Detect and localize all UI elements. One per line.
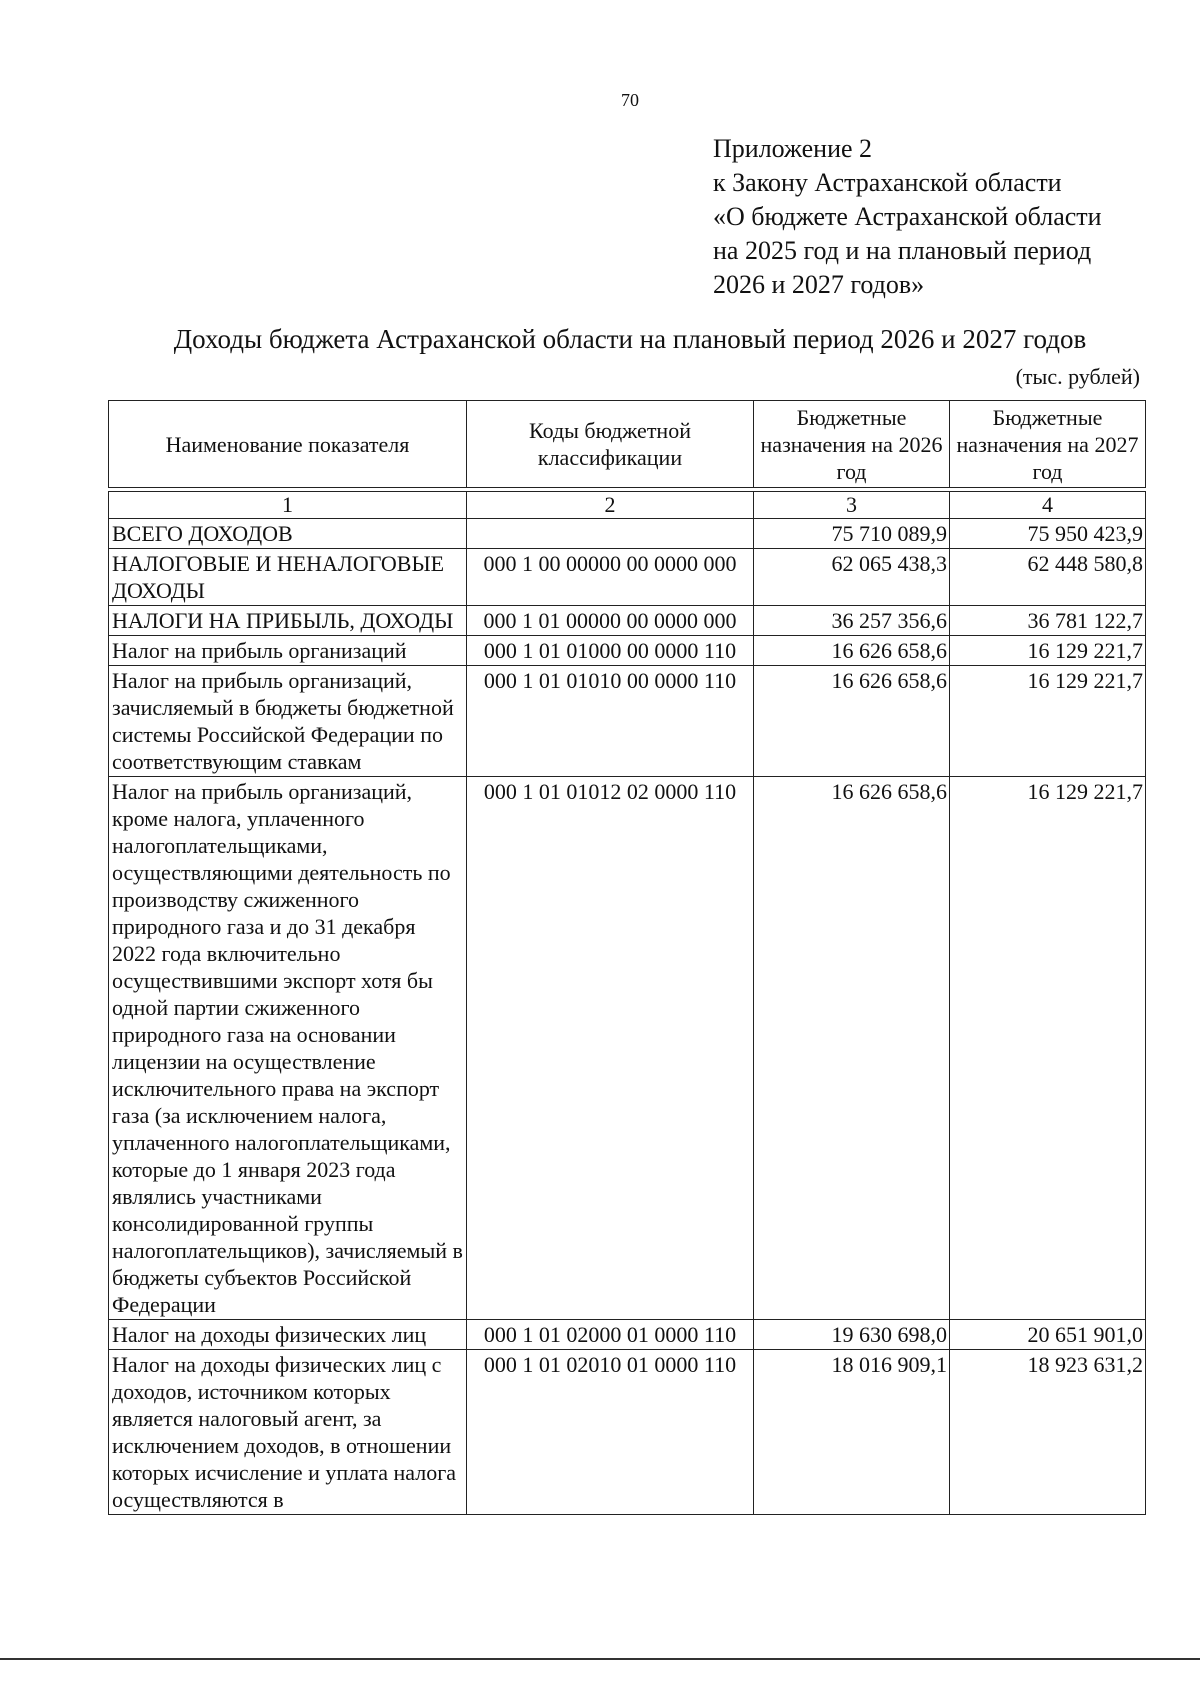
units-label: (тыс. рублей) <box>1015 364 1140 389</box>
row-value-2027-cell: 20 651 901,0 <box>950 1320 1146 1350</box>
row-code-cell: 000 1 01 01010 00 0000 110 <box>467 666 754 777</box>
row-value-2027-cell: 62 448 580,8 <box>950 549 1146 606</box>
header-code: Коды бюджетной классификации <box>467 401 754 488</box>
appendix-line: «О бюджете Астраханской области <box>713 202 1102 231</box>
table-row <box>109 519 1146 549</box>
document-title: Доходы бюджета Астраханской области на плановый период 2026 и 2027 годов <box>173 324 1087 354</box>
appendix-block <box>713 132 1173 302</box>
row-code-cell: 000 1 00 00000 00 0000 000 <box>467 549 754 606</box>
row-code-cell: 000 1 01 00000 00 0000 000 <box>467 606 754 636</box>
table-row <box>109 666 1146 777</box>
row-value-2026-cell: 62 065 438,3 <box>754 549 950 606</box>
table-header <box>108 400 1146 488</box>
appendix-line: 2026 и 2027 годов» <box>713 270 925 299</box>
column-number: 2 <box>467 492 754 519</box>
table-row <box>109 777 1146 1320</box>
row-value-2027-cell: 16 129 221,7 <box>950 666 1146 777</box>
row-name-cell: НАЛОГИ НА ПРИБЫЛЬ, ДОХОДЫ <box>109 606 467 636</box>
header-name: Наименование показателя <box>109 401 467 488</box>
table-row <box>109 636 1146 666</box>
column-number: 3 <box>754 492 950 519</box>
row-name-cell: НАЛОГОВЫЕ И НЕНАЛОГОВЫЕ ДОХОДЫ <box>109 549 467 606</box>
row-code-cell: 000 1 01 02000 01 0000 110 <box>467 1320 754 1350</box>
row-value-2027-cell: 16 129 221,7 <box>950 636 1146 666</box>
row-value-2027-cell: 18 923 631,2 <box>950 1350 1146 1515</box>
row-name-cell: Налог на доходы физических лиц с доходов, источником которых является налоговый агент, за исключением доходов, в отношении которых исчисление и уплата налога осуществляются в <box>109 1350 467 1515</box>
row-value-2026-cell: 18 016 909,1 <box>754 1350 950 1515</box>
table-row <box>109 1350 1146 1515</box>
column-number: 1 <box>109 492 467 519</box>
page-number: 70 <box>621 90 639 110</box>
row-value-2027-cell: 36 781 122,7 <box>950 606 1146 636</box>
row-value-2026-cell: 19 630 698,0 <box>754 1320 950 1350</box>
row-value-2027-cell: 75 950 423,9 <box>950 519 1146 549</box>
row-code-cell: 000 1 01 02010 01 0000 110 <box>467 1350 754 1515</box>
row-value-2026-cell: 16 626 658,6 <box>754 636 950 666</box>
appendix-line: к Закону Астраханской области <box>713 168 1062 197</box>
row-name-cell: Налог на прибыль организаций, зачисляемый в бюджеты бюджетной системы Российской Федерации по соответствующим ставкам <box>109 666 467 777</box>
header-2026: Бюджетные назначения на 2026 год <box>754 401 950 488</box>
appendix-line: на 2025 год и на плановый период <box>713 236 1092 265</box>
table-row <box>109 549 1146 606</box>
row-value-2027-cell: 16 129 221,7 <box>950 777 1146 1320</box>
column-number: 4 <box>950 492 1146 519</box>
revenue-table <box>108 491 1146 1515</box>
row-code-cell: 000 1 01 01000 00 0000 110 <box>467 636 754 666</box>
row-name-cell: ВСЕГО ДОХОДОВ <box>109 519 467 549</box>
row-name-cell: Налог на доходы физических лиц <box>109 1320 467 1350</box>
appendix-line: Приложение 2 <box>713 134 873 163</box>
row-name-cell: Налог на прибыль организаций, кроме налога, уплаченного налогоплательщиками, осуществляющими деятельность по производству сжиженного природного газа и до 31 декабря 2022 года включительно осуществившими экспорт хотя бы одной партии сжиженного природного газа на основании лицензии на осуществление исключительного права на экспорт газа (за исключением налога, уплаченного налогоплательщиками, которые до 1 января 2023 года являлись участниками консолидированной группы налогоплательщиков), зачисляемый в бюджеты субъектов Российской Федерации <box>109 777 467 1320</box>
table-row <box>109 606 1146 636</box>
row-value-2026-cell: 16 626 658,6 <box>754 666 950 777</box>
row-value-2026-cell: 75 710 089,9 <box>754 519 950 549</box>
footer-divider <box>0 1658 1200 1660</box>
header-2027: Бюджетные назначения на 2027 год <box>950 401 1146 488</box>
row-value-2026-cell: 16 626 658,6 <box>754 777 950 1320</box>
row-code-cell: 000 1 01 01012 02 0000 110 <box>467 777 754 1320</box>
column-number-row <box>109 492 1146 519</box>
row-name-cell: Налог на прибыль организаций <box>109 636 467 666</box>
row-value-2026-cell: 36 257 356,6 <box>754 606 950 636</box>
row-code-cell <box>467 519 754 549</box>
table-row <box>109 1320 1146 1350</box>
